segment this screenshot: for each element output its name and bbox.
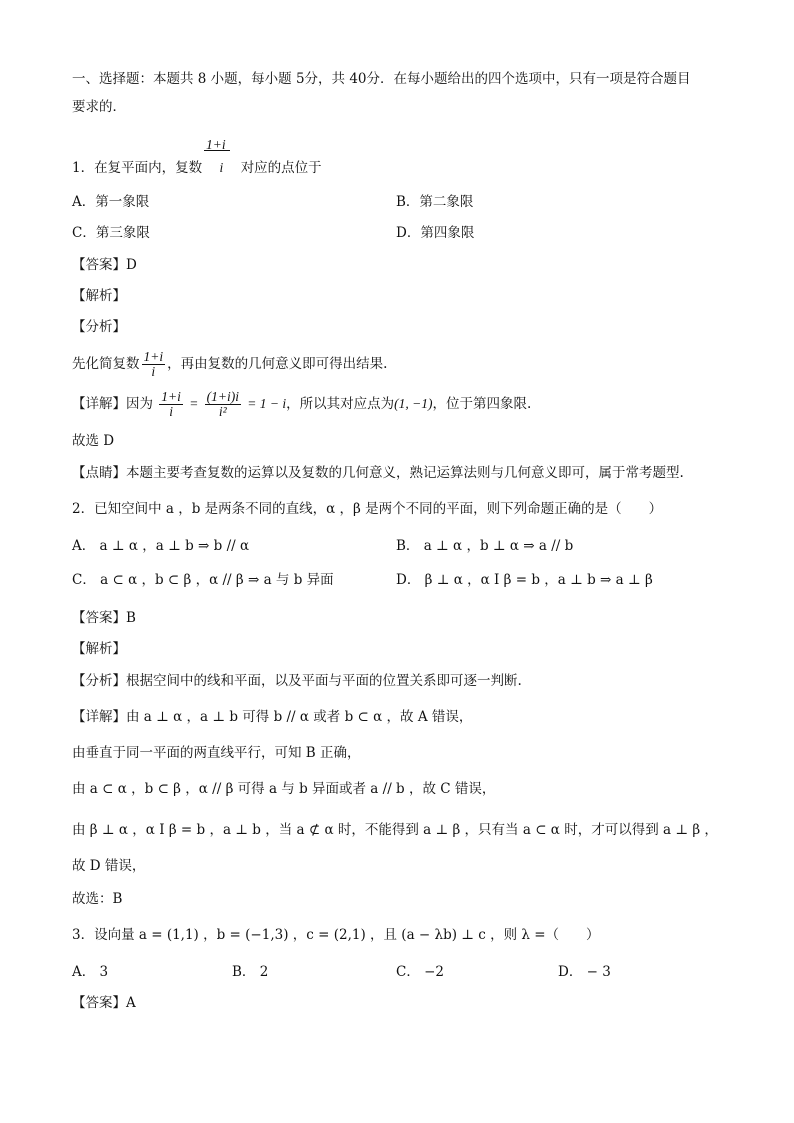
q2-fenxi: 【分析】根据空间中的线和平面，以及平面与平面的位置关系即可逐一判断. [72,673,522,689]
q1-option-d: D．第四象限 [396,225,475,241]
q3-option-a: A． 3 [72,964,109,980]
q1-fenxi-body: 先化简复数 $\frac{1+i}{i}$ ，再由复数的几何意义即可得出结果. [72,349,388,379]
q1-fenxi-tag: 【分析】 [72,319,126,335]
q3-answer: 【答案】A [72,995,136,1011]
q2-choose: 故选：B [72,891,123,907]
q2-option-c: C． a ⊂ α ，b ⊂ β ，α // β ⇒ a 与 b 异面 [72,572,334,588]
q2-answer: 【答案】B [72,610,136,626]
q1-choose: 故选 D [72,433,115,449]
q2-xiangjie-line1: 【详解】由 a ⊥ α ，a ⊥ b 可得 b // α 或者 b ⊂ α ，故 A 错误， [72,709,473,725]
q2-jiexi-tag: 【解析】 [72,641,126,657]
q1-option-b: B．第二象限 [396,194,474,210]
q3-option-b: B． 2 [232,964,269,980]
q1-fraction-numerator: 1+i [206,137,226,152]
q3-stem: 3．设向量 a = (1,1) ，b = (−1,3) ，c = (2,1) ，且 (a − λb) ⊥ c ，则 λ =（ ） [72,927,600,943]
q2-stem: 2．已知空间中 a ，b 是两条不同的直线，α ，β 是两个不同的平面，则下列命题正确的是（ ） [72,501,663,517]
q1-xiangjie: 【详解】因为 $\frac{1+i}{i}$ = $\frac{(1+i)i}{\text{i²}}$ = 1 − i，所以其对应点为(1, −1)，位于第四象限. [72,389,532,419]
q1-jiexi-tag: 【解析】 [72,288,126,304]
q3-option-c: C． −2 [396,964,445,980]
section-heading-line1: 一、选择题：本题共 8 小题，每小题 5分，共 40分．在每小题给出的四个选项中，只有一项是符合题目 [72,71,691,87]
q1-answer: 【答案】D [72,257,137,273]
q2-xiangjie-line2: 由垂直于同一平面的两直线平行，可知 B 正确， [72,745,361,761]
q2-xiangjie-line4: 由 β ⊥ α ，α I β = b ，a ⊥ b ，当 a ⊄ α 时，不能得到 a ⊥ β ，只有当 a ⊂ α 时，才可以得到 a ⊥ β ， [72,822,718,838]
q1-dianjing: 【点睛】本题主要考查复数的运算以及复数的几何意义，熟记运算法则与几何意义即可，属于常考题型. [72,465,684,481]
q3-option-d: D． − 3 [558,964,611,980]
q2-xiangjie-line3: 由 a ⊂ α ，b ⊂ β ，α // β 可得 a 与 b 异面或者 a // b ，故 C 错误， [72,781,496,797]
section-heading-line2: 要求的． [72,99,126,115]
q2-option-a: A． a ⊥ α ，a ⊥ b ⇒ b // α [72,538,250,554]
q1-option-c: C．第三象限 [72,225,150,241]
q2-option-d: D． β ⊥ α ，α I β = b ，a ⊥ b ⇒ a ⊥ β [396,572,653,588]
q1-stem: 1．在复平面内，复数 i 对应的点位于 [72,160,322,176]
q1-option-a: A．第一象限 [72,194,150,210]
q2-xiangjie-line5: 故 D 错误， [72,858,146,874]
q1-fraction-bar [204,150,230,151]
q2-option-b: B． a ⊥ α ，b ⊥ α ⇒ a // b [396,538,574,554]
